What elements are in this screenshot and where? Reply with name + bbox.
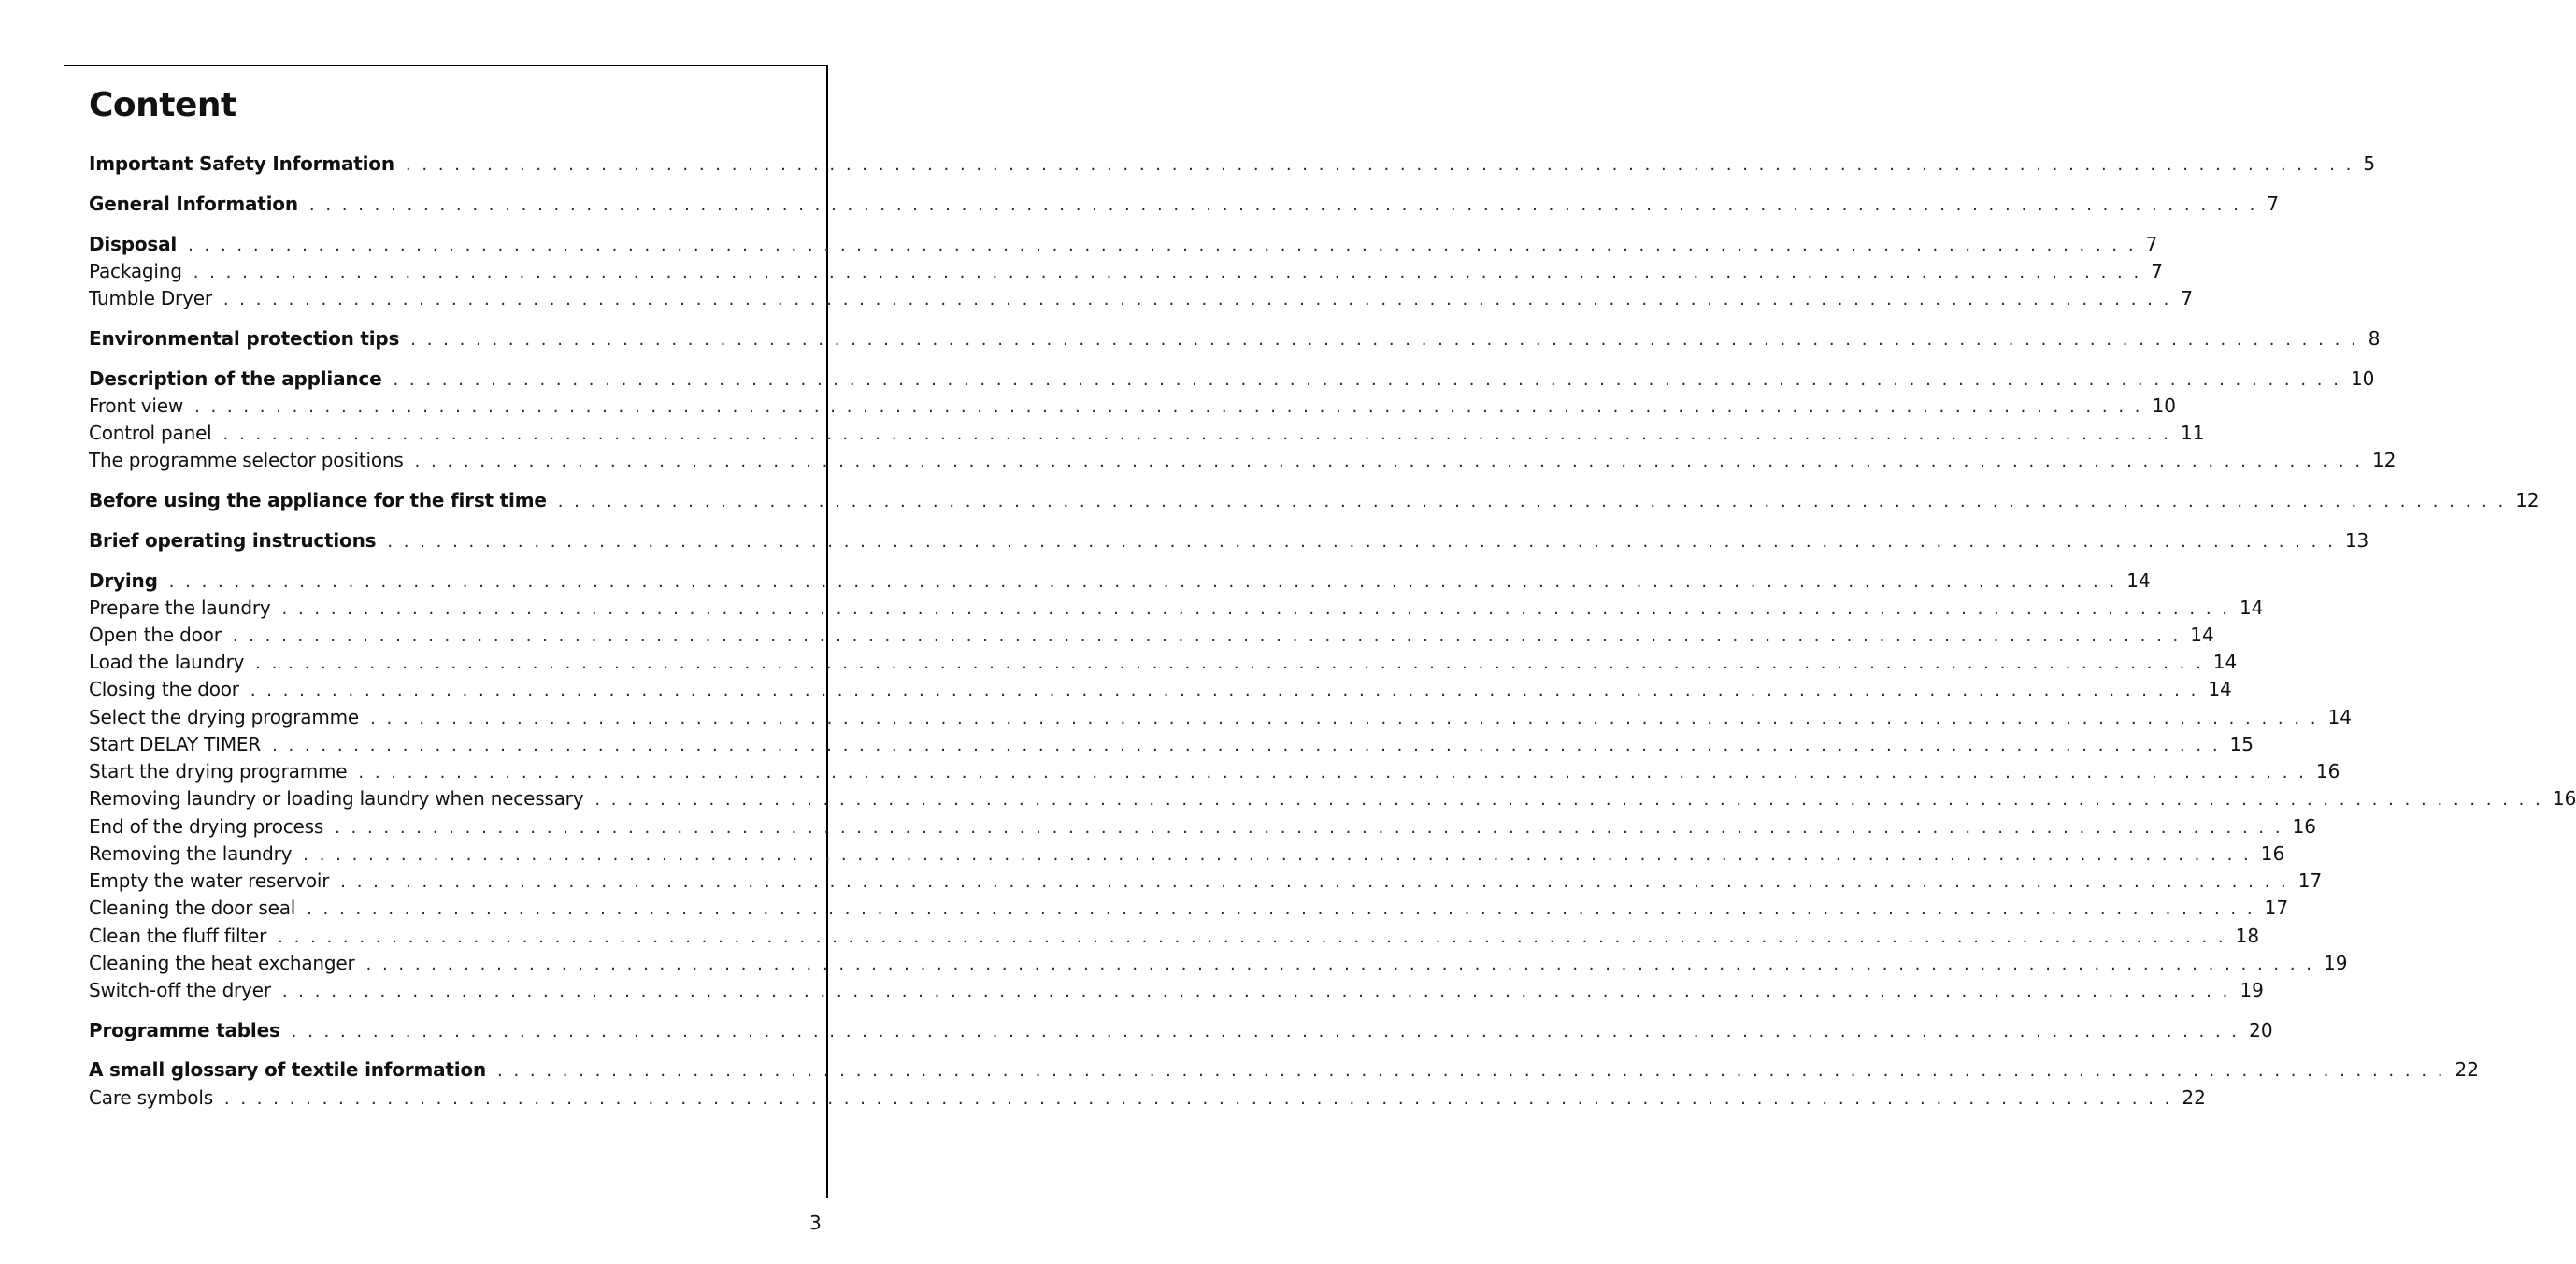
dot-leader: . . . . . . . . . . . . . . . . . . . . . . . . . . . . . . . . . . . . . . . . . . . . . . . . . . . . . . . . . . . . . . . . . . . . . . . . . . . . . . . . . . . . . . . . . . . . . . . . . . . . . . . . . . . . . . . . . . . . . . . . bbox=[497, 1061, 2446, 1081]
toc-entry-label: Important Safety Information bbox=[89, 152, 394, 175]
toc-entry-label: The programme selector positions bbox=[89, 449, 404, 471]
toc-entry-label: Programme tables bbox=[89, 1019, 280, 1041]
toc-entry bbox=[89, 1057, 2479, 1082]
dot-leader: . . . . . . . . . . . . . . . . . . . . . . . . . . . . . . . . . . . . . . . . . . . . . . . . . . . . . . . . . . . . . . . . . . . . . . . . . . . . . . . . . . . . . . . . . . . . . . . . . . . . . . . . . . . . . . . . . . . . . . . . bbox=[308, 195, 2258, 215]
toc-entry-page: 14 bbox=[2239, 596, 2264, 619]
dot-leader: . . . . . . . . . . . . . . . . . . . . . . . . . . . . . . . . . . . . . . . . . . . . . . . . . . . . . . . . . . . . . . . . . . . . . . . . . . . . . . . . . . . . . . . . . . . . . . . . . . . . . . . . . . . . . . . . . . . . . . . . bbox=[223, 1089, 2173, 1109]
toc-entry bbox=[89, 814, 2317, 839]
dot-leader: . . . . . . . . . . . . . . . . . . . . . . . . . . . . . . . . . . . . . . . . . . . . . . . . . . . . . . . . . . . . . . . . . . . . . . . . . . . . . . . . . . . . . . . . . . . . . . . . . . . . . . . . . . . . . . . . . . . . . . . . bbox=[222, 424, 2172, 444]
toc-entry-page: 16 bbox=[2292, 815, 2317, 838]
toc-entry-page: 22 bbox=[2454, 1058, 2479, 1081]
toc-entry-label: Cleaning the heat exchanger bbox=[89, 952, 355, 974]
toc-entry bbox=[89, 786, 2576, 811]
dot-leader: . . . . . . . . . . . . . . . . . . . . . . . . . . . . . . . . . . . . . . . . . . . . . . . . . . . . . . . . . . . . . . . . . . . . . . . . . . . . . . . . . . . . . . . . . . . . . . . . . . . . . . . . . . . . . . . . . . . . . . . . bbox=[557, 492, 2507, 511]
toc-entry-page: 12 bbox=[2515, 489, 2540, 511]
dot-leader: . . . . . . . . . . . . . . . . . . . . . . . . . . . . . . . . . . . . . . . . . . . . . . . . . . . . . . . . . . . . . . . . . . . . . . . . . . . . . . . . . . . . . . . . . . . . . . . . . . . . . . . . . . . . . . . . . . . . . . . . bbox=[393, 370, 2341, 390]
toc-entry bbox=[89, 568, 2151, 593]
dot-leader: . . . . . . . . . . . . . . . . . . . . . . . . . . . . . . . . . . . . . . . . . . . . . . . . . . . . . . . . . . . . . . . . . . . . . . . . . . . . . . . . . . . . . . . . . . . . . . . . . . . . . . . . . . . . . . . . . . . . . . . . bbox=[370, 709, 2319, 728]
toc-entry-label: A small glossary of textile information bbox=[89, 1058, 486, 1081]
toc-entry-page: 16 bbox=[2552, 787, 2576, 810]
dot-leader: . . . . . . . . . . . . . . . . . . . . . . . . . . . . . . . . . . . . . . . . . . . . . . . . . . . . . . . . . . . . . . . . . . . . . . . . . . . . . . . . . . . . . . . . . . . . . . . . . . . . . . . . . . . . . . . . . . . . . . . . bbox=[232, 626, 2182, 646]
toc-entry bbox=[89, 650, 2238, 674]
toc-entry bbox=[89, 732, 2254, 756]
toc-entry-page: 14 bbox=[2212, 651, 2238, 673]
toc-entry-page: 14 bbox=[2327, 706, 2352, 728]
dot-leader: . . . . . . . . . . . . . . . . . . . . . . . . . . . . . . . . . . . . . . . . . . . . . . . . . . . . . . . . . . . . . . . . . . . . . . . . . . . . . . . . . . . . . . . . . . . . . . . . . . . . . . . . . . . . . . . . . . . . . . . . bbox=[278, 927, 2226, 947]
toc-entry-label: Disposal bbox=[89, 233, 178, 255]
toc-entry-label: Prepare the laundry bbox=[89, 596, 271, 619]
toc-entry-page: 19 bbox=[2240, 979, 2264, 1001]
dot-leader: . . . . . . . . . . . . . . . . . . . . . . . . . . . . . . . . . . . . . . . . . . . . . . . . . . . . . . . . . . . . . . . . . . . . . . . . . . . . . . . . . . . . . . . . . . . . . . . . . . . . . . . . . . . . . . . . . . . . . . . . bbox=[340, 872, 2289, 892]
toc-entry bbox=[89, 924, 2260, 948]
toc-entry bbox=[89, 978, 2264, 1002]
toc-entry bbox=[89, 528, 2369, 553]
top-rule bbox=[64, 65, 828, 66]
dot-leader: . . . . . . . . . . . . . . . . . . . . . . . . . . . . . . . . . . . . . . . . . . . . . . . . . . . . . . . . . . . . . . . . . . . . . . . . . . . . . . . . . . . . . . . . . . . . . . . . . . . . . . . . . . . . . . . . . . . . . . . . bbox=[272, 736, 2221, 755]
toc-entry-label: Removing laundry or loading laundry when necessary bbox=[89, 787, 584, 810]
toc-entry bbox=[89, 286, 2194, 310]
toc-entry bbox=[89, 448, 2397, 472]
toc-entry-page: 7 bbox=[2151, 260, 2163, 282]
toc-entry-label: Start the drying programme bbox=[89, 760, 348, 783]
toc-entry bbox=[89, 488, 2540, 512]
toc-entry-label: Start DELAY TIMER bbox=[89, 733, 262, 755]
toc-entry bbox=[89, 326, 2381, 351]
dot-leader: . . . . . . . . . . . . . . . . . . . . . . . . . . . . . . . . . . . . . . . . . . . . . . . . . . . . . . . . . . . . . . . . . . . . . . . . . . . . . . . . . . . . . . . . . . . . . . . . . . . . . . . . . . . . . . . . . . . . . . . . bbox=[250, 681, 2199, 700]
toc-entry-label: End of the drying process bbox=[89, 815, 324, 838]
dot-leader: . . . . . . . . . . . . . . . . . . . . . . . . . . . . . . . . . . . . . . . . . . . . . . . . . . . . . . . . . . . . . . . . . . . . . . . . . . . . . . . . . . . . . . . . . . . . . . . . . . . . . . . . . . . . . . . . . . . . . . . . bbox=[281, 599, 2230, 619]
toc-entry-page: 15 bbox=[2229, 733, 2254, 755]
toc-entry-label: Packaging bbox=[89, 260, 182, 282]
page-number: 3 bbox=[809, 1212, 822, 1234]
toc-entry-label: Open the door bbox=[89, 624, 222, 646]
page-title: Content bbox=[89, 86, 236, 124]
toc-entry-page: 11 bbox=[2181, 422, 2205, 444]
dot-leader: . . . . . . . . . . . . . . . . . . . . . . . . . . . . . . . . . . . . . . . . . . . . . . . . . . . . . . . . . . . . . . . . . . . . . . . . . . . . . . . . . . . . . . . . . . . . . . . . . . . . . . . . . . . . . . . . . . . . . . . . bbox=[281, 982, 2231, 1001]
toc-entry-label: General Information bbox=[89, 193, 298, 215]
toc-entry bbox=[89, 1018, 2273, 1042]
dot-leader: . . . . . . . . . . . . . . . . . . . . . . . . . . . . . . . . . . . . . . . . . . . . . . . . . . . . . . . . . . . . . . . . . . . . . . . . . . . . . . . . . . . . . . . . . . . . . . . . . . . . . . . . . . . . . . . . . . . . . . . . bbox=[410, 330, 2359, 350]
toc-entry bbox=[89, 232, 2158, 256]
toc-entry-page: 17 bbox=[2297, 869, 2323, 892]
toc-entry bbox=[89, 623, 2214, 647]
toc-entry bbox=[89, 677, 2232, 701]
toc-entry bbox=[89, 869, 2323, 893]
dot-leader: . . . . . . . . . . . . . . . . . . . . . . . . . . . . . . . . . . . . . . . . . . . . . . . . . . . . . . . . . . . . . . . . . . . . . . . . . . . . . . . . . . . . . . . . . . . . . . . . . . . . . . . . . . . . . . . . . . . . . . . . bbox=[188, 236, 2137, 255]
toc-entry-page: 14 bbox=[2208, 678, 2232, 700]
toc-entry-label: Closing the door bbox=[89, 678, 239, 700]
toc-entry-page: 16 bbox=[2315, 760, 2340, 783]
toc-entry-label: Environmental protection tips bbox=[89, 327, 400, 350]
toc-entry-page: 19 bbox=[2324, 952, 2348, 974]
toc-entry-label: Front view bbox=[89, 395, 183, 417]
toc-entry-page: 7 bbox=[2145, 233, 2158, 255]
toc-entry-label: Brief operating instructions bbox=[89, 529, 377, 552]
toc-entry-page: 10 bbox=[2350, 367, 2375, 390]
toc-entry-page: 14 bbox=[2190, 624, 2214, 646]
dot-leader: . . . . . . . . . . . . . . . . . . . . . . . . . . . . . . . . . . . . . . . . . . . . . . . . . . . . . . . . . . . . . . . . . . . . . . . . . . . . . . . . . . . . . . . . . . . . . . . . . . . . . . . . . . . . . . . . . . . . . . . . bbox=[387, 532, 2336, 552]
toc-entry-label: Control panel bbox=[89, 422, 212, 444]
toc-entry-page: 8 bbox=[2368, 327, 2381, 350]
toc-entry bbox=[89, 151, 2376, 176]
dot-leader: . . . . . . . . . . . . . . . . . . . . . . . . . . . . . . . . . . . . . . . . . . . . . . . . . . . . . . . . . . . . . . . . . . . . . . . . . . . . . . . . . . . . . . . . . . . . . . . . . . . . . . . . . . . . . . . . . . . . . . . . bbox=[255, 654, 2204, 673]
toc-entry bbox=[89, 192, 2280, 216]
dot-leader: . . . . . . . . . . . . . . . . . . . . . . . . . . . . . . . . . . . . . . . . . . . . . . . . . . . . . . . . . . . . . . . . . . . . . . . . . . . . . . . . . . . . . . . . . . . . . . . . . . . . . . . . . . . . . . . . . . . . . . . . bbox=[303, 845, 2252, 865]
toc-entry-page: 17 bbox=[2264, 897, 2289, 919]
toc-entry bbox=[89, 951, 2348, 975]
toc-entry-label: Care symbols bbox=[89, 1086, 213, 1109]
toc-entry bbox=[89, 759, 2340, 783]
toc-entry-page: 12 bbox=[2372, 449, 2397, 471]
toc-entry bbox=[89, 366, 2375, 391]
toc-entry-page: 5 bbox=[2363, 152, 2376, 175]
toc-entry-label: Before using the appliance for the first time bbox=[89, 489, 547, 511]
toc-entry-page: 20 bbox=[2249, 1019, 2273, 1041]
toc-entry-label: Switch-off the dryer bbox=[89, 979, 271, 1001]
toc-entry-label: Tumble Dryer bbox=[89, 287, 212, 309]
toc-entry bbox=[89, 421, 2205, 445]
toc-entry-page: 7 bbox=[2267, 193, 2280, 215]
toc-entry-label: Clean the fluff filter bbox=[89, 925, 267, 947]
dot-leader: . . . . . . . . . . . . . . . . . . . . . . . . . . . . . . . . . . . . . . . . . . . . . . . . . . . . . . . . . . . . . . . . . . . . . . . . . . . . . . . . . . . . . . . . . . . . . . . . . . . . . . . . . . . . . . . . . . . . . . . . bbox=[307, 899, 2255, 919]
toc-entry-label: Removing the laundry bbox=[89, 842, 293, 865]
dot-leader: . . . . . . . . . . . . . . . . . . . . . . . . . . . . . . . . . . . . . . . . . . . . . . . . . . . . . . . . . . . . . . . . . . . . . . . . . . . . . . . . . . . . . . . . . . . . . . . . . . . . . . . . . . . . . . . . . . . . . . . . bbox=[414, 452, 2364, 471]
toc-entry-page: 13 bbox=[2344, 529, 2369, 552]
toc-entry bbox=[89, 705, 2352, 729]
toc-entry bbox=[89, 259, 2163, 283]
toc-entry-label: Select the drying programme bbox=[89, 706, 360, 728]
dot-leader: . . . . . . . . . . . . . . . . . . . . . . . . . . . . . . . . . . . . . . . . . . . . . . . . . . . . . . . . . . . . . . . . . . . . . . . . . . . . . . . . . . . . . . . . . . . . . . . . . . . . . . . . . . . . . . . . . . . . . . . . bbox=[194, 397, 2143, 417]
toc-entry bbox=[89, 896, 2289, 920]
dot-leader: . . . . . . . . . . . . . . . . . . . . . . . . . . . . . . . . . . . . . . . . . . . . . . . . . . . . . . . . . . . . . . . . . . . . . . . . . . . . . . . . . . . . . . . . . . . . . . . . . . . . . . . . . . . . . . . . . . . . . . . . bbox=[168, 572, 2118, 592]
dot-leader: . . . . . . . . . . . . . . . . . . . . . . . . . . . . . . . . . . . . . . . . . . . . . . . . . . . . . . . . . . . . . . . . . . . . . . . . . . . . . . . . . . . . . . . . . . . . . . . . . . . . . . . . . . . . . . . . . . . . . . . . bbox=[594, 790, 2543, 810]
toc-entry-label: Description of the appliance bbox=[89, 367, 382, 390]
toc-entry-page: 10 bbox=[2152, 395, 2176, 417]
toc-entry-label: Drying bbox=[89, 569, 158, 592]
toc-entry-label: Cleaning the door seal bbox=[89, 897, 296, 919]
toc-entry bbox=[89, 394, 2176, 418]
dot-leader: . . . . . . . . . . . . . . . . . . . . . . . . . . . . . . . . . . . . . . . . . . . . . . . . . . . . . . . . . . . . . . . . . . . . . . . . . . . . . . . . . . . . . . . . . . . . . . . . . . . . . . . . . . . . . . . . . . . . . . . . bbox=[365, 955, 2315, 974]
dot-leader: . . . . . . . . . . . . . . . . . . . . . . . . . . . . . . . . . . . . . . . . . . . . . . . . . . . . . . . . . . . . . . . . . . . . . . . . . . . . . . . . . . . . . . . . . . . . . . . . . . . . . . . . . . . . . . . . . . . . . . . . bbox=[405, 155, 2354, 175]
dot-leader: . . . . . . . . . . . . . . . . . . . . . . . . . . . . . . . . . . . . . . . . . . . . . . . . . . . . . . . . . . . . . . . . . . . . . . . . . . . . . . . . . . . . . . . . . . . . . . . . . . . . . . . . . . . . . . . . . . . . . . . . bbox=[358, 763, 2307, 783]
toc-entry-page: 18 bbox=[2235, 925, 2260, 947]
dot-leader: . . . . . . . . . . . . . . . . . . . . . . . . . . . . . . . . . . . . . . . . . . . . . . . . . . . . . . . . . . . . . . . . . . . . . . . . . . . . . . . . . . . . . . . . . . . . . . . . . . . . . . . . . . . . . . . . . . . . . . . . bbox=[335, 818, 2283, 838]
toc-entry bbox=[89, 841, 2285, 866]
toc-entry-page: 14 bbox=[2126, 569, 2151, 592]
dot-leader: . . . . . . . . . . . . . . . . . . . . . . . . . . . . . . . . . . . . . . . . . . . . . . . . . . . . . . . . . . . . . . . . . . . . . . . . . . . . . . . . . . . . . . . . . . . . . . . . . . . . . . . . . . . . . . . . . . . . . . . . bbox=[291, 1022, 2240, 1041]
toc-entry-label: Load the laundry bbox=[89, 651, 245, 673]
toc-entry-page: 7 bbox=[2181, 287, 2194, 309]
toc-entry-label: Empty the water reservoir bbox=[89, 869, 330, 892]
toc-entry-page: 22 bbox=[2182, 1086, 2206, 1109]
toc-entry-page: 16 bbox=[2260, 842, 2285, 865]
dot-leader: . . . . . . . . . . . . . . . . . . . . . . . . . . . . . . . . . . . . . . . . . . . . . . . . . . . . . . . . . . . . . . . . . . . . . . . . . . . . . . . . . . . . . . . . . . . . . . . . . . . . . . . . . . . . . . . . . . . . . . . . bbox=[222, 290, 2172, 309]
toc-entry bbox=[89, 596, 2264, 620]
dot-leader: . . . . . . . . . . . . . . . . . . . . . . . . . . . . . . . . . . . . . . . . . . . . . . . . . . . . . . . . . . . . . . . . . . . . . . . . . . . . . . . . . . . . . . . . . . . . . . . . . . . . . . . . . . . . . . . . . . . . . . . . bbox=[193, 263, 2142, 282]
toc-entry bbox=[89, 1085, 2206, 1110]
